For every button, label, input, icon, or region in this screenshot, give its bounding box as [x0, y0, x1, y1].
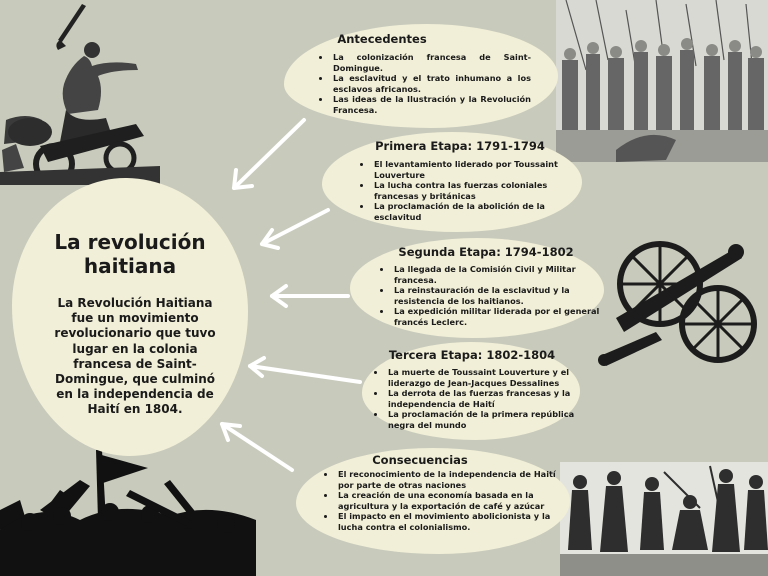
list-item: • El reconocimiento de la independencia de Haití por parte de otras naciones [336, 469, 570, 490]
list-item: • Las ideas de la Ilustración y la Revolución Francesa. [331, 94, 531, 115]
section-primera-etapa-list [362, 159, 562, 223]
battle-silhouette-illustration [0, 450, 256, 576]
section-antecedentes-title: Antecedentes [337, 32, 427, 46]
list-item: • El impacto en el movimiento abolicionista y la lucha contra el colonialismo. [336, 511, 570, 532]
section-antecedentes-list [321, 52, 531, 116]
figures-engraving-illustration [560, 462, 768, 576]
main-description: La Revolución Haitiana fue un movimiento revolucionario que tuvo lugar en la colonia francesa de Saint-Domingue, que culminó en la independencia de Haití en 1804. [54, 296, 216, 417]
section-tercera-etapa-title: Tercera Etapa: 1802-1804 [388, 348, 556, 362]
list-item: • La llegada de la Comisión Civil y Militar francesa. [392, 264, 606, 285]
list-item: • El levantamiento liderado por Toussaint Louverture [372, 159, 562, 180]
list-item: • La reinstauración de la esclavitud y la resistencia de los haitianos. [392, 285, 606, 306]
list-item: • La derrota de las fuerzas francesas y la independencia de Haití [386, 388, 582, 409]
list-item: • La esclavitud y el trato inhumano a los esclavos africanos. [331, 73, 531, 94]
arrow-antecedentes [234, 120, 304, 188]
section-consecuencias-title: Consecuencias [372, 453, 468, 467]
cannon-illustration [596, 228, 766, 370]
section-consecuencias-list [326, 469, 570, 533]
list-item: • La proclamación de la primera república negra del mundo [386, 409, 582, 430]
section-segunda-etapa-title: Segunda Etapa: 1794-1802 [398, 245, 574, 259]
list-item: • La creación de una economía basada en la agricultura y la exportación de café y azúcar [336, 490, 570, 511]
arrow-primera-etapa [262, 210, 328, 244]
heroine-statue-illustration [0, 0, 160, 185]
list-item: • La muerte de Toussaint Louverture y el liderazgo de Jean-Jacques Dessalines [386, 367, 582, 388]
section-tercera-etapa-list [376, 367, 582, 431]
list-item: • La proclamación de la abolición de la esclavitud [372, 201, 562, 222]
list-item: • La expedición militar liderada por el general francés Leclerc. [392, 306, 606, 327]
section-segunda-etapa-list [382, 264, 606, 328]
arrow-tercera-etapa [250, 366, 360, 382]
army-engraving-illustration [556, 0, 768, 162]
list-item: • La lucha contra las fuerzas coloniales francesas y británicas [372, 180, 562, 201]
list-item: • La colonización francesa de Saint-Domingue. [331, 52, 531, 73]
main-title: La revolución haitiana [54, 230, 206, 278]
section-primera-etapa-title: Primera Etapa: 1791-1794 [375, 139, 545, 153]
